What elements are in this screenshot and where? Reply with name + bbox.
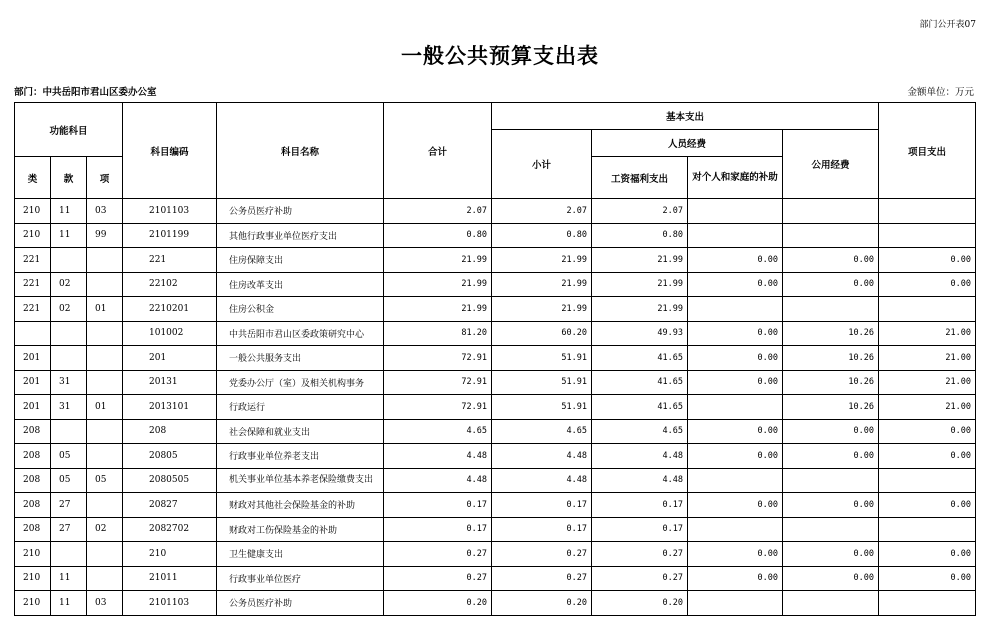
cell-salary: 2.07	[592, 199, 688, 224]
header-xiang: 项	[87, 157, 123, 199]
cell-subtotal: 0.27	[492, 542, 592, 567]
header-total: 合计	[384, 103, 492, 199]
page-title: 一般公共预算支出表	[401, 43, 599, 68]
cell-name: 住房公积金	[217, 297, 384, 322]
cell-name: 机关事业单位基本养老保险缴费支出	[217, 468, 384, 493]
cell-lei: 210	[15, 566, 51, 591]
cell-xiang: 01	[87, 297, 123, 322]
cell-subtotal: 0.20	[492, 591, 592, 616]
cell-kuan: 02	[51, 297, 87, 322]
cell-name: 财政对其他社会保险基金的补助	[217, 493, 384, 518]
table-row	[15, 517, 976, 542]
table-row	[15, 199, 976, 224]
cell-code: 201	[123, 346, 217, 371]
cell-code: 101002	[123, 321, 217, 346]
cell-subtotal: 60.20	[492, 321, 592, 346]
cell-project	[879, 297, 976, 322]
cell-public	[783, 517, 879, 542]
cell-total: 4.65	[384, 419, 492, 444]
cell-individual	[688, 199, 783, 224]
cell-public: 0.00	[783, 542, 879, 567]
cell-subtotal: 21.99	[492, 248, 592, 273]
cell-kuan: 27	[51, 517, 87, 542]
cell-kuan: 11	[51, 566, 87, 591]
cell-individual: 0.00	[688, 248, 783, 273]
cell-total: 0.20	[384, 591, 492, 616]
table-row	[15, 493, 976, 518]
cell-code: 2210201	[123, 297, 217, 322]
cell-public	[783, 468, 879, 493]
cell-total: 4.48	[384, 468, 492, 493]
cell-name: 社会保障和就业支出	[217, 419, 384, 444]
cell-public: 0.00	[783, 493, 879, 518]
cell-individual: 0.00	[688, 566, 783, 591]
cell-kuan: 31	[51, 370, 87, 395]
cell-salary: 0.80	[592, 223, 688, 248]
cell-lei: 210	[15, 591, 51, 616]
cell-xiang: 99	[87, 223, 123, 248]
cell-lei: 208	[15, 419, 51, 444]
cell-public	[783, 591, 879, 616]
cell-project	[879, 199, 976, 224]
cell-subtotal: 4.65	[492, 419, 592, 444]
cell-name: 中共岳阳市君山区委政策研究中心	[217, 321, 384, 346]
cell-lei: 221	[15, 248, 51, 273]
cell-kuan: 11	[51, 199, 87, 224]
cell-kuan: 11	[51, 223, 87, 248]
cell-xiang	[87, 419, 123, 444]
cell-public: 0.00	[783, 419, 879, 444]
cell-lei: 208	[15, 468, 51, 493]
table-row	[15, 370, 976, 395]
cell-name: 公务员医疗补助	[217, 199, 384, 224]
cell-xiang	[87, 493, 123, 518]
cell-salary: 21.99	[592, 248, 688, 273]
cell-name: 卫生健康支出	[217, 542, 384, 567]
header-public: 公用经费	[783, 130, 879, 199]
cell-subtotal: 0.27	[492, 566, 592, 591]
cell-xiang	[87, 248, 123, 273]
cell-subtotal: 51.91	[492, 370, 592, 395]
cell-subtotal: 21.99	[492, 297, 592, 322]
cell-total: 21.99	[384, 248, 492, 273]
form-number: 部门公开表07	[919, 20, 976, 30]
cell-name: 行政运行	[217, 395, 384, 420]
cell-project: 0.00	[879, 419, 976, 444]
cell-kuan	[51, 248, 87, 273]
cell-total: 0.27	[384, 542, 492, 567]
table-row	[15, 248, 976, 273]
cell-code: 22102	[123, 272, 217, 297]
cell-total: 2.07	[384, 199, 492, 224]
cell-name: 其他行政事业单位医疗支出	[217, 223, 384, 248]
cell-code: 210	[123, 542, 217, 567]
cell-xiang	[87, 321, 123, 346]
cell-salary: 41.65	[592, 346, 688, 371]
cell-xiang	[87, 542, 123, 567]
cell-salary: 0.17	[592, 517, 688, 542]
cell-lei: 208	[15, 517, 51, 542]
table-row	[15, 566, 976, 591]
cell-public	[783, 199, 879, 224]
header-basic: 基本支出	[492, 103, 879, 130]
cell-subtotal: 51.91	[492, 346, 592, 371]
cell-project: 0.00	[879, 248, 976, 273]
cell-code: 20805	[123, 444, 217, 469]
table-row	[15, 321, 976, 346]
cell-xiang: 01	[87, 395, 123, 420]
cell-salary: 4.48	[592, 468, 688, 493]
cell-kuan	[51, 542, 87, 567]
cell-salary: 21.99	[592, 297, 688, 322]
cell-name: 行政事业单位养老支出	[217, 444, 384, 469]
cell-public: 0.00	[783, 248, 879, 273]
cell-individual	[688, 223, 783, 248]
cell-subtotal: 4.48	[492, 444, 592, 469]
cell-salary: 0.27	[592, 566, 688, 591]
cell-public: 10.26	[783, 321, 879, 346]
cell-lei: 201	[15, 346, 51, 371]
table-row	[15, 297, 976, 322]
cell-salary: 49.93	[592, 321, 688, 346]
cell-total: 21.99	[384, 272, 492, 297]
cell-lei: 210	[15, 199, 51, 224]
table-row	[15, 223, 976, 248]
cell-kuan: 05	[51, 444, 87, 469]
cell-project	[879, 591, 976, 616]
cell-public	[783, 297, 879, 322]
cell-individual	[688, 517, 783, 542]
cell-xiang: 03	[87, 199, 123, 224]
cell-total: 0.27	[384, 566, 492, 591]
header-func-subject: 功能科目	[15, 103, 123, 157]
cell-subtotal: 21.99	[492, 272, 592, 297]
cell-total: 81.20	[384, 321, 492, 346]
cell-total: 0.80	[384, 223, 492, 248]
cell-individual	[688, 468, 783, 493]
unit-label: 金额单位：万元	[907, 87, 974, 98]
cell-salary: 0.17	[592, 493, 688, 518]
header-salary: 工资福利支出	[592, 157, 688, 199]
cell-public: 10.26	[783, 370, 879, 395]
cell-xiang	[87, 370, 123, 395]
cell-name: 财政对工伤保险基金的补助	[217, 517, 384, 542]
cell-kuan	[51, 346, 87, 371]
cell-lei	[15, 321, 51, 346]
cell-project: 21.00	[879, 370, 976, 395]
cell-total: 21.99	[384, 297, 492, 322]
cell-kuan: 27	[51, 493, 87, 518]
cell-total: 0.17	[384, 517, 492, 542]
cell-project: 0.00	[879, 493, 976, 518]
cell-individual: 0.00	[688, 542, 783, 567]
cell-project: 21.00	[879, 346, 976, 371]
cell-lei: 221	[15, 272, 51, 297]
cell-xiang: 05	[87, 468, 123, 493]
cell-subtotal: 51.91	[492, 395, 592, 420]
cell-kuan: 11	[51, 591, 87, 616]
cell-salary: 41.65	[592, 370, 688, 395]
header-subtotal: 小计	[492, 130, 592, 199]
table-row	[15, 346, 976, 371]
cell-salary: 4.48	[592, 444, 688, 469]
table-row	[15, 444, 976, 469]
cell-project: 21.00	[879, 395, 976, 420]
cell-lei: 201	[15, 370, 51, 395]
cell-code: 20131	[123, 370, 217, 395]
header-individual: 对个人和家庭的补助	[688, 157, 783, 199]
header-personnel: 人员经费	[592, 130, 783, 157]
cell-individual	[688, 591, 783, 616]
cell-code: 2101103	[123, 199, 217, 224]
cell-individual	[688, 297, 783, 322]
cell-individual: 0.00	[688, 419, 783, 444]
cell-subtotal: 4.48	[492, 468, 592, 493]
cell-xiang: 02	[87, 517, 123, 542]
cell-xiang	[87, 346, 123, 371]
cell-salary: 0.20	[592, 591, 688, 616]
table-row	[15, 419, 976, 444]
cell-xiang	[87, 566, 123, 591]
cell-salary: 0.27	[592, 542, 688, 567]
cell-kuan: 05	[51, 468, 87, 493]
cell-xiang: 03	[87, 591, 123, 616]
cell-subtotal: 0.80	[492, 223, 592, 248]
cell-individual: 0.00	[688, 444, 783, 469]
cell-code: 208	[123, 419, 217, 444]
cell-salary: 4.65	[592, 419, 688, 444]
budget-table	[14, 102, 976, 616]
cell-project	[879, 517, 976, 542]
cell-project: 0.00	[879, 272, 976, 297]
cell-subtotal: 2.07	[492, 199, 592, 224]
cell-public: 0.00	[783, 444, 879, 469]
cell-code: 2080505	[123, 468, 217, 493]
header-name: 科目名称	[217, 103, 384, 199]
cell-total: 4.48	[384, 444, 492, 469]
cell-code: 2013101	[123, 395, 217, 420]
cell-name: 住房保障支出	[217, 248, 384, 273]
cell-lei: 201	[15, 395, 51, 420]
table-body	[15, 199, 976, 616]
cell-public: 10.26	[783, 395, 879, 420]
cell-individual	[688, 395, 783, 420]
cell-public: 0.00	[783, 566, 879, 591]
cell-lei: 208	[15, 493, 51, 518]
cell-salary: 41.65	[592, 395, 688, 420]
cell-name: 住房改革支出	[217, 272, 384, 297]
cell-individual: 0.00	[688, 493, 783, 518]
cell-project	[879, 468, 976, 493]
department-label: 部门：中共岳阳市君山区委办公室	[14, 87, 157, 98]
cell-code: 2101103	[123, 591, 217, 616]
header-kuan: 款	[51, 157, 87, 199]
cell-individual: 0.00	[688, 346, 783, 371]
cell-individual: 0.00	[688, 321, 783, 346]
cell-lei: 210	[15, 542, 51, 567]
cell-kuan: 02	[51, 272, 87, 297]
cell-code: 221	[123, 248, 217, 273]
cell-name: 一般公共服务支出	[217, 346, 384, 371]
cell-code: 20827	[123, 493, 217, 518]
cell-project	[879, 223, 976, 248]
cell-name: 党委办公厅（室）及相关机构事务	[217, 370, 384, 395]
cell-kuan	[51, 321, 87, 346]
cell-public: 0.00	[783, 272, 879, 297]
cell-name: 行政事业单位医疗	[217, 566, 384, 591]
table-row	[15, 272, 976, 297]
cell-total: 72.91	[384, 346, 492, 371]
cell-public	[783, 223, 879, 248]
cell-code: 2082702	[123, 517, 217, 542]
header-lei: 类	[15, 157, 51, 199]
cell-kuan	[51, 419, 87, 444]
cell-project: 0.00	[879, 566, 976, 591]
cell-code: 21011	[123, 566, 217, 591]
cell-lei: 221	[15, 297, 51, 322]
cell-subtotal: 0.17	[492, 517, 592, 542]
header-project: 项目支出	[879, 103, 976, 199]
table-row	[15, 395, 976, 420]
table-row	[15, 468, 976, 493]
cell-code: 2101199	[123, 223, 217, 248]
cell-name: 公务员医疗补助	[217, 591, 384, 616]
cell-project: 0.00	[879, 444, 976, 469]
cell-public: 10.26	[783, 346, 879, 371]
cell-kuan: 31	[51, 395, 87, 420]
cell-lei: 210	[15, 223, 51, 248]
cell-project: 0.00	[879, 542, 976, 567]
cell-lei: 208	[15, 444, 51, 469]
cell-subtotal: 0.17	[492, 493, 592, 518]
table-row	[15, 542, 976, 567]
cell-xiang	[87, 272, 123, 297]
cell-total: 0.17	[384, 493, 492, 518]
table-row	[15, 591, 976, 616]
cell-total: 72.91	[384, 370, 492, 395]
header-code: 科目编码	[123, 103, 217, 199]
cell-individual: 0.00	[688, 272, 783, 297]
cell-xiang	[87, 444, 123, 469]
cell-total: 72.91	[384, 395, 492, 420]
cell-project: 21.00	[879, 321, 976, 346]
cell-individual: 0.00	[688, 370, 783, 395]
cell-salary: 21.99	[592, 272, 688, 297]
